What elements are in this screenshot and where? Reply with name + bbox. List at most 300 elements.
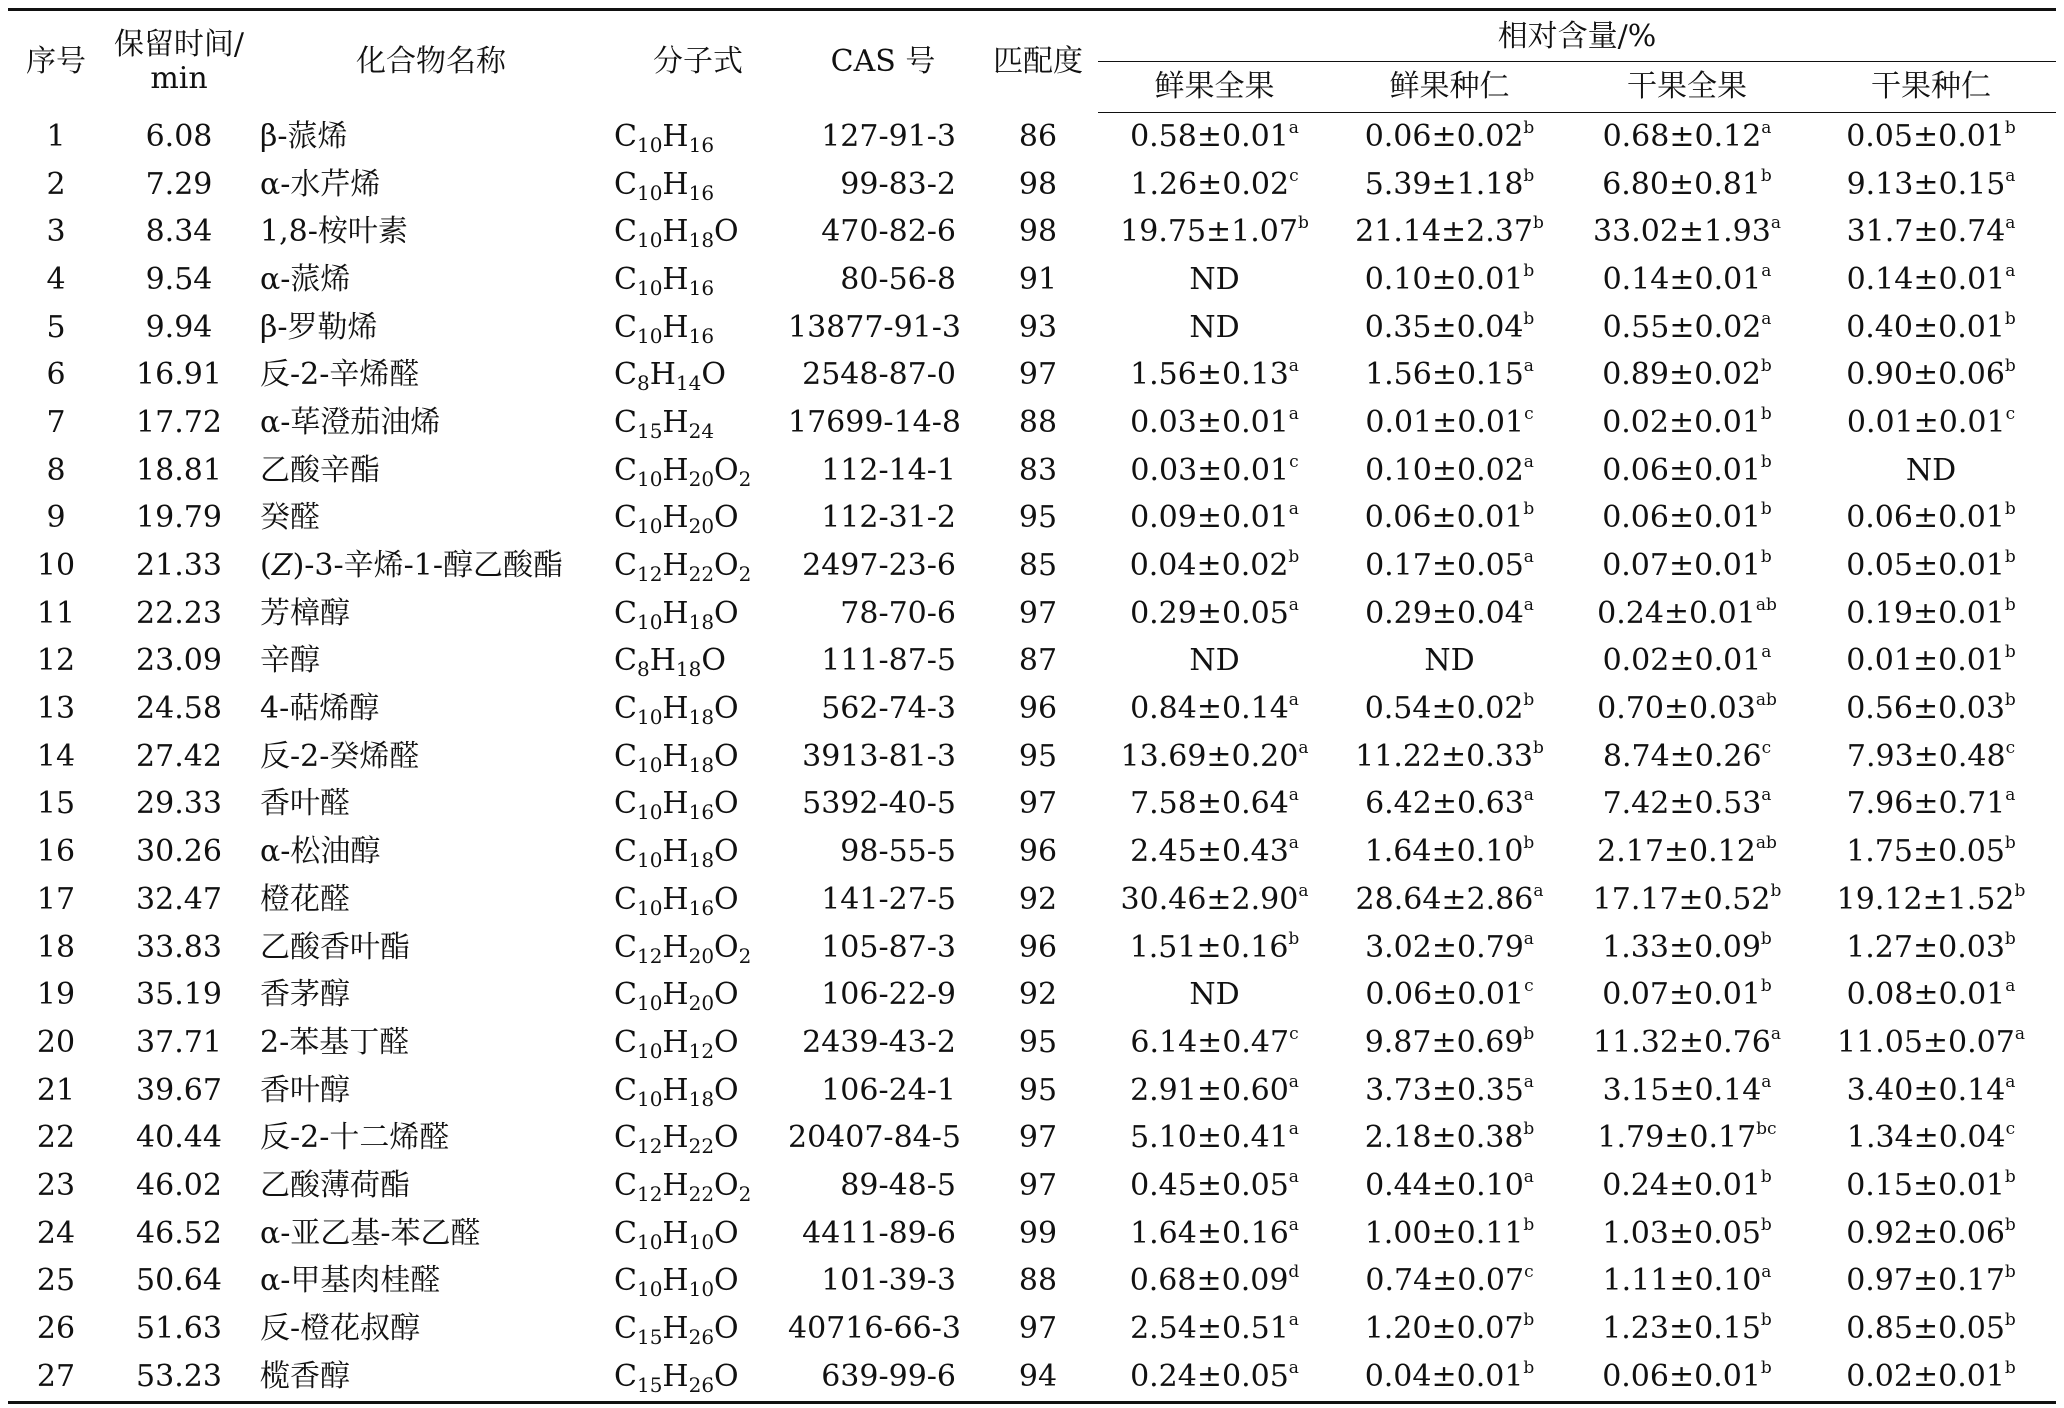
fresh-kernel-value: 1.56±0.15$^a$ (1365, 356, 1534, 393)
fresh-whole-value: 0.68±0.09$^d$ (1129, 1262, 1300, 1299)
row-number: 24 (36, 1215, 76, 1251)
row-number: 18 (36, 929, 76, 965)
dry-whole-value: 7.42±0.53$^a$ (1602, 785, 1772, 822)
retention-time: 46.52 (136, 1215, 222, 1251)
dry-kernel-value: 0.02±0.01$^b$ (1806, 1353, 2056, 1402)
dry-kernel-value: 0.01±0.01$^b$ (1846, 642, 2016, 679)
table-row (8, 161, 2056, 209)
row-number: 6 (46, 357, 66, 393)
cas-number: 2497-23-6 (802, 548, 956, 584)
dry-whole-value: 0.68±0.12$^a$ (1602, 117, 1772, 154)
match-degree: 95 (1018, 738, 1058, 774)
table-row (8, 685, 2056, 733)
fresh-whole-value: 2.91±0.60$^a$ (1130, 1071, 1299, 1108)
retention-time: 27.42 (136, 738, 222, 774)
retention-time: 19.79 (136, 500, 222, 536)
compound-name: 反-2-癸烯醛 (260, 738, 420, 774)
molecular-formula: $C_{12}H_{22}O_2$ (614, 548, 752, 587)
dry-kernel-value: 0.06±0.01$^b$ (1846, 499, 2016, 536)
dry-whole-value: 0.55±0.02$^a$ (1602, 308, 1772, 345)
compound-name: 反-2-十二烯醛 (260, 1120, 450, 1156)
fresh-kernel-value: 0.06±0.01$^c$ (1365, 976, 1534, 1013)
retention-time: 9.54 (145, 261, 213, 297)
fresh-whole-value: 0.09±0.01$^a$ (1130, 499, 1299, 536)
retention-time: 22.23 (136, 595, 222, 631)
compound-name: 香茅醇 (260, 977, 350, 1013)
table-row (8, 1019, 2056, 1067)
row-number: 11 (36, 595, 76, 631)
dry-kernel-value: 1.34±0.04$^c$ (1846, 1119, 2016, 1156)
match-degree: 87 (1018, 643, 1058, 679)
dry-whole-value: 8.74±0.26$^c$ (1602, 737, 1772, 774)
retention-time: 39.67 (136, 1072, 222, 1108)
dry-whole-value: 0.24±0.01$^b$ (1602, 1166, 1772, 1203)
cas-number: 17699-14-8 (788, 404, 961, 440)
dry-whole-value: 1.11±0.10$^a$ (1602, 1262, 1772, 1299)
cas-number: 639-99-6 (788, 1353, 978, 1402)
fresh-kernel-value: 1.64±0.10$^b$ (1364, 833, 1535, 870)
compound-name: 榄香醇 (254, 1353, 608, 1402)
compound-name: 1,8-桉叶素 (260, 214, 408, 250)
cas-number: 111-87-5 (821, 643, 956, 679)
match-degree: 98 (1018, 166, 1058, 202)
dry-kernel-value: 7.93±0.48$^c$ (1846, 737, 2016, 774)
dry-kernel-value: 0.05±0.01$^b$ (1846, 117, 2016, 154)
row-number: 1 (46, 118, 66, 154)
compound-name: α-甲基肉桂醛 (260, 1263, 441, 1299)
fresh-kernel-value: ND (1424, 643, 1475, 679)
row-number: 27 (8, 1353, 104, 1402)
dry-kernel-value: ND (1905, 452, 1957, 488)
compound-name: 辛醇 (260, 643, 320, 679)
table-row (8, 399, 2056, 447)
table-row (8, 1305, 2056, 1353)
fresh-whole-value: 0.24±0.05$^a$ (1098, 1353, 1331, 1402)
dry-kernel-value: 7.96±0.71$^a$ (1846, 785, 2016, 822)
compound-name: 癸醛 (260, 500, 320, 536)
fresh-kernel-value: 0.54±0.02$^b$ (1364, 690, 1535, 727)
molecular-formula: $C_{10}H_{16}$ (614, 261, 715, 300)
header-cas: CAS 号 (788, 10, 978, 113)
compound-table (8, 8, 2056, 1404)
fresh-kernel-value: 21.14±2.37$^b$ (1355, 213, 1544, 250)
table-row (8, 781, 2056, 829)
table-row (8, 208, 2056, 256)
header-retention-time (104, 10, 254, 113)
fresh-kernel-value: 11.22±0.33$^b$ (1355, 737, 1544, 774)
molecular-formula: $C_{12}H_{22}O_2$ (614, 1167, 752, 1206)
cas-number: 20407-84-5 (788, 1120, 961, 1156)
retention-time: 32.47 (136, 881, 222, 917)
row-number: 9 (46, 500, 66, 536)
dry-kernel-value: 1.27±0.03$^b$ (1846, 928, 2016, 965)
match-degree: 97 (1018, 357, 1058, 393)
row-number: 5 (46, 309, 66, 345)
table-row (8, 351, 2056, 399)
row-number: 10 (36, 548, 76, 584)
header-dry-kernel: 干果种仁 (1806, 62, 2056, 113)
molecular-formula: $C_{10}H_{18}O$ (614, 214, 739, 253)
cas-number: 106-24-1 (821, 1072, 956, 1108)
compound-name: (Z)-3-辛烯-1-醇乙酸酯 (260, 548, 564, 584)
fresh-kernel-value: 0.06±0.01$^b$ (1364, 499, 1535, 536)
match-degree: 97 (1018, 1167, 1058, 1203)
fresh-whole-value: 0.03±0.01$^a$ (1130, 403, 1299, 440)
retention-time: 6.08 (145, 118, 213, 154)
fresh-kernel-value: 3.02±0.79$^a$ (1365, 928, 1534, 965)
compound-name: 4-萜烯醇 (260, 691, 380, 727)
table-row (8, 495, 2056, 543)
fresh-whole-value: 1.64±0.16$^a$ (1130, 1214, 1299, 1251)
molecular-formula: $C_{10}H_{18}O$ (614, 595, 739, 634)
dry-whole-value: 0.24±0.01$^{ab}$ (1597, 594, 1777, 631)
dry-whole-value: 0.06±0.01$^b$ (1568, 1353, 1806, 1402)
retention-time: 18.81 (136, 452, 222, 488)
header-dry-whole: 干果全果 (1568, 62, 1806, 113)
cas-number: 105-87-3 (821, 929, 956, 965)
retention-time: 37.71 (136, 1024, 222, 1060)
fresh-kernel-value: 2.18±0.38$^b$ (1364, 1119, 1535, 1156)
table-body (8, 113, 2056, 1403)
molecular-formula: $C_{10}H_{20}O_2$ (614, 452, 752, 491)
molecular-formula: $C_{10}H_{16}$ (614, 166, 715, 205)
molecular-formula: $C_{10}H_{18}O$ (614, 691, 739, 730)
fresh-whole-value: ND (1189, 261, 1240, 297)
dry-whole-value: 2.17±0.12$^{ab}$ (1597, 833, 1777, 870)
cas-number: 101-39-3 (821, 1263, 956, 1299)
match-degree: 88 (1018, 404, 1058, 440)
match-degree: 95 (1018, 1072, 1058, 1108)
dry-whole-value: 0.14±0.01$^a$ (1602, 260, 1772, 297)
fresh-whole-value: 30.46±2.90$^a$ (1120, 880, 1309, 917)
table-row (8, 304, 2056, 352)
table-row (8, 1067, 2056, 1115)
table-row (8, 1258, 2056, 1306)
table-row (8, 828, 2056, 876)
dry-kernel-value: 0.92±0.06$^b$ (1846, 1214, 2016, 1251)
fresh-whole-value: ND (1189, 643, 1240, 679)
retention-time: 7.29 (145, 166, 213, 202)
compound-name: 橙花醛 (260, 881, 350, 917)
cas-number: 470-82-6 (821, 214, 956, 250)
fresh-kernel-value: 0.74±0.07$^c$ (1365, 1262, 1534, 1299)
compound-name: α-松油醇 (260, 834, 381, 870)
match-degree: 97 (1018, 786, 1058, 822)
match-degree: 98 (1018, 214, 1058, 250)
dry-whole-value: 0.89±0.02$^b$ (1602, 356, 1772, 393)
compound-name: 乙酸辛酯 (260, 452, 380, 488)
retention-time: 23.09 (136, 643, 222, 679)
cas-number: 78-70-6 (840, 595, 956, 631)
row-number: 23 (36, 1167, 76, 1203)
match-degree: 85 (1018, 548, 1058, 584)
cas-number: 2439-43-2 (802, 1024, 956, 1060)
dry-whole-value: 0.70±0.03$^{ab}$ (1597, 690, 1777, 727)
fresh-kernel-value: 6.42±0.63$^a$ (1365, 785, 1534, 822)
fresh-whole-value: 0.04±0.02$^b$ (1129, 547, 1300, 584)
dry-whole-value: 0.02±0.01$^b$ (1602, 403, 1772, 440)
fresh-whole-value: 13.69±0.20$^a$ (1120, 737, 1309, 774)
row-number: 22 (36, 1120, 76, 1156)
table-row (8, 733, 2056, 781)
molecular-formula: $C_{15}H_{24}$ (614, 404, 715, 443)
cas-number: 141-27-5 (821, 881, 956, 917)
match-degree: 95 (1018, 500, 1058, 536)
dry-kernel-value: 1.75±0.05$^b$ (1846, 833, 2016, 870)
dry-whole-value: 1.33±0.09$^b$ (1602, 928, 1772, 965)
molecular-formula: $C_8H_{18}O$ (614, 643, 726, 682)
retention-time: 29.33 (136, 786, 222, 822)
dry-kernel-value: 11.05±0.07$^a$ (1837, 1023, 2025, 1060)
compound-name: 香叶醛 (260, 786, 350, 822)
fresh-kernel-value: 1.00±0.11$^b$ (1364, 1214, 1535, 1251)
molecular-formula: $C_{10}H_{18}O$ (614, 738, 739, 777)
retention-time: 21.33 (136, 548, 222, 584)
row-number: 20 (36, 1024, 76, 1060)
fresh-kernel-value: 9.87±0.69$^b$ (1364, 1023, 1535, 1060)
retention-time: 17.72 (136, 404, 222, 440)
molecular-formula: $C_{12}H_{22}O$ (614, 1120, 739, 1159)
molecular-formula: $C_{12}H_{20}O_2$ (614, 929, 752, 968)
compound-name: α-水芹烯 (260, 166, 381, 202)
retention-time: 9.94 (145, 309, 213, 345)
dry-kernel-value: 31.7±0.74$^a$ (1846, 213, 2016, 250)
retention-time: 30.26 (136, 834, 222, 870)
row-number: 7 (46, 404, 66, 440)
table-row (8, 590, 2056, 638)
cas-number: 2548-87-0 (802, 357, 956, 393)
row-number: 17 (36, 881, 76, 917)
molecular-formula: $C_{10}H_{20}O$ (614, 500, 739, 539)
dry-whole-value: 17.17±0.52$^b$ (1592, 880, 1782, 917)
cas-number: 106-22-9 (821, 977, 956, 1013)
fresh-kernel-value: 0.06±0.02$^b$ (1364, 117, 1535, 154)
row-number: 12 (36, 643, 76, 679)
fresh-whole-value: 7.58±0.64$^a$ (1130, 785, 1299, 822)
table-row (8, 1162, 2056, 1210)
cas-number: 5392-40-5 (802, 786, 956, 822)
fresh-whole-value: 1.26±0.02$^c$ (1130, 165, 1299, 202)
fresh-kernel-value: 0.17±0.05$^a$ (1365, 547, 1534, 584)
dry-kernel-value: 0.15±0.01$^b$ (1846, 1166, 2016, 1203)
row-number: 26 (36, 1311, 76, 1347)
retention-time: 35.19 (136, 977, 222, 1013)
fresh-kernel-value: 0.04±0.01$^b$ (1331, 1353, 1568, 1402)
table-row (8, 1210, 2056, 1258)
retention-time: 40.44 (136, 1120, 222, 1156)
cas-number: 98-55-5 (840, 834, 956, 870)
cas-number: 40716-66-3 (788, 1311, 961, 1347)
match-degree: 88 (1018, 1263, 1058, 1299)
fresh-kernel-value: 0.29±0.04$^a$ (1365, 594, 1534, 631)
match-degree: 92 (1018, 881, 1058, 917)
row-number: 19 (36, 977, 76, 1013)
molecular-formula: $C_{10}H_{20}O$ (614, 977, 739, 1016)
header-formula: 分子式 (608, 10, 788, 113)
dry-kernel-value: 0.19±0.01$^b$ (1846, 594, 2016, 631)
fresh-kernel-value: 0.01±0.01$^c$ (1365, 403, 1534, 440)
table-row (8, 876, 2056, 924)
dry-whole-value: 1.23±0.15$^b$ (1602, 1310, 1772, 1347)
header-rt-line1: 保留时间/ (113, 26, 245, 62)
retention-time: 51.63 (136, 1311, 222, 1347)
match-degree: 97 (1018, 1120, 1058, 1156)
compound-name: 乙酸薄荷酯 (260, 1167, 410, 1203)
compound-name: β-罗勒烯 (260, 309, 378, 345)
compound-name: 芳樟醇 (260, 595, 350, 631)
fresh-whole-value: 1.56±0.13$^a$ (1130, 356, 1299, 393)
dry-kernel-value: 0.14±0.01$^a$ (1846, 260, 2016, 297)
match-degree: 96 (1018, 691, 1058, 727)
cas-number: 13877-91-3 (788, 309, 961, 345)
dry-kernel-value: 0.01±0.01$^c$ (1846, 403, 2016, 440)
header-no: 序号 (8, 10, 104, 113)
molecular-formula: $C_8H_{14}O$ (614, 357, 726, 396)
header-match: 匹配度 (978, 10, 1098, 113)
fresh-whole-value: 2.54±0.51$^a$ (1130, 1310, 1299, 1347)
match-degree: 96 (1018, 834, 1058, 870)
fresh-whole-value: 0.29±0.05$^a$ (1130, 594, 1299, 631)
compound-name: 2-苯基丁醛 (260, 1024, 410, 1060)
table-row (8, 113, 2056, 161)
molecular-formula: $C_{15}H_{26}O$ (608, 1353, 788, 1402)
fresh-whole-value: 19.75±1.07$^b$ (1120, 213, 1309, 250)
dry-whole-value: 0.02±0.01$^a$ (1602, 642, 1772, 679)
fresh-kernel-value: 0.10±0.01$^b$ (1364, 260, 1535, 297)
dry-kernel-value: 9.13±0.15$^a$ (1846, 165, 2016, 202)
match-degree: 95 (1018, 1024, 1058, 1060)
molecular-formula: $C_{10}H_{12}O$ (614, 1024, 739, 1063)
fresh-kernel-value: 28.64±2.86$^a$ (1355, 880, 1544, 917)
match-degree: 99 (1018, 1215, 1058, 1251)
row-number: 25 (36, 1263, 76, 1299)
header-relative-content: 相对含量/% (1098, 10, 2056, 62)
dry-whole-value: 33.02±1.93$^a$ (1593, 213, 1781, 250)
molecular-formula: $C_{10}H_{16}O$ (614, 881, 739, 920)
match-degree: 94 (978, 1353, 1098, 1402)
molecular-formula: $C_{10}H_{18}O$ (614, 834, 739, 873)
cas-number: 562-74-3 (821, 691, 956, 727)
cas-number: 99-83-2 (840, 166, 956, 202)
compound-name: 反-橙花叔醇 (260, 1311, 421, 1347)
retention-time: 46.02 (136, 1167, 222, 1203)
match-degree: 97 (1018, 1311, 1058, 1347)
cas-number: 112-31-2 (821, 500, 956, 536)
match-degree: 91 (1018, 261, 1058, 297)
fresh-kernel-value: 3.73±0.35$^a$ (1365, 1071, 1534, 1108)
fresh-whole-value: 1.51±0.16$^b$ (1129, 928, 1300, 965)
dry-whole-value: 6.80±0.81$^b$ (1602, 165, 1772, 202)
retention-time: 53.23 (104, 1353, 254, 1402)
molecular-formula: $C_{10}H_{16}$ (614, 309, 715, 348)
cas-number: 80-56-8 (840, 261, 956, 297)
row-number: 2 (46, 166, 66, 202)
compound-name: β-蒎烯 (260, 118, 348, 154)
row-number: 15 (36, 786, 76, 822)
dry-whole-value: 0.07±0.01$^b$ (1602, 547, 1772, 584)
dry-kernel-value: 0.85±0.05$^b$ (1846, 1310, 2016, 1347)
table-row (8, 447, 2056, 495)
compound-name: 反-2-辛烯醛 (260, 357, 420, 393)
cas-number: 127-91-3 (821, 118, 956, 154)
retention-time: 50.64 (136, 1263, 222, 1299)
retention-time: 8.34 (145, 214, 213, 250)
table-row (8, 542, 2056, 590)
cas-number: 4411-89-6 (802, 1215, 956, 1251)
fresh-whole-value: 6.14±0.47$^c$ (1130, 1023, 1299, 1060)
dry-kernel-value: 0.97±0.17$^b$ (1846, 1262, 2016, 1299)
dry-whole-value: 1.03±0.05$^b$ (1602, 1214, 1772, 1251)
fresh-kernel-value: 0.10±0.02$^a$ (1365, 451, 1534, 488)
table-row (8, 638, 2056, 686)
row-number: 14 (36, 738, 76, 774)
dry-whole-value: 3.15±0.14$^a$ (1602, 1071, 1772, 1108)
cas-number: 112-14-1 (821, 452, 956, 488)
compound-name: α-蒎烯 (260, 261, 351, 297)
compound-name: α-荜澄茄油烯 (260, 404, 441, 440)
row-number: 16 (36, 834, 76, 870)
header-fresh-kernel: 鲜果种仁 (1331, 62, 1568, 113)
row-number: 3 (46, 214, 66, 250)
match-degree: 92 (1018, 977, 1058, 1013)
cas-number: 89-48-5 (840, 1167, 956, 1203)
compound-name: 香叶醇 (260, 1072, 350, 1108)
table-row (8, 971, 2056, 1019)
fresh-whole-value: 0.84±0.14$^a$ (1130, 690, 1299, 727)
fresh-kernel-value: 5.39±1.18$^b$ (1364, 165, 1535, 202)
row-number: 13 (36, 691, 76, 727)
dry-whole-value: 0.06±0.01$^b$ (1602, 499, 1772, 536)
dry-kernel-value: 0.05±0.01$^b$ (1846, 547, 2016, 584)
match-degree: 97 (1018, 595, 1058, 631)
match-degree: 83 (1018, 452, 1058, 488)
match-degree: 93 (1018, 309, 1058, 345)
dry-kernel-value: 0.40±0.01$^b$ (1846, 308, 2016, 345)
fresh-whole-value: ND (1189, 977, 1240, 1013)
retention-time: 33.83 (136, 929, 222, 965)
fresh-kernel-value: 0.35±0.04$^b$ (1364, 308, 1535, 345)
fresh-whole-value: 0.45±0.05$^a$ (1130, 1166, 1299, 1203)
match-degree: 86 (1018, 118, 1058, 154)
fresh-whole-value: 0.03±0.01$^c$ (1130, 451, 1299, 488)
row-number: 4 (46, 261, 66, 297)
molecular-formula: $C_{10}H_{18}O$ (614, 1072, 739, 1111)
fresh-kernel-value: 0.44±0.10$^a$ (1365, 1166, 1534, 1203)
header-fresh-whole: 鲜果全果 (1098, 62, 1331, 113)
dry-whole-value: 1.79±0.17$^{bc}$ (1597, 1119, 1777, 1156)
retention-time: 16.91 (136, 357, 222, 393)
molecular-formula: $C_{10}H_{16}$ (614, 118, 715, 157)
dry-kernel-value: 3.40±0.14$^a$ (1846, 1071, 2016, 1108)
fresh-whole-value: 2.45±0.43$^a$ (1130, 833, 1299, 870)
table-row (8, 256, 2056, 304)
table-row (8, 1114, 2056, 1162)
fresh-whole-value: ND (1189, 309, 1240, 345)
retention-time: 24.58 (136, 691, 222, 727)
molecular-formula: $C_{15}H_{26}O$ (614, 1311, 739, 1350)
fresh-whole-value: 5.10±0.41$^a$ (1130, 1119, 1299, 1156)
fresh-whole-value: 0.58±0.01$^a$ (1130, 117, 1299, 154)
header-name: 化合物名称 (254, 10, 608, 113)
dry-whole-value: 0.06±0.01$^b$ (1602, 451, 1772, 488)
dry-whole-value: 11.32±0.76$^a$ (1593, 1023, 1781, 1060)
dry-kernel-value: 0.90±0.06$^b$ (1846, 356, 2016, 393)
table-row (8, 1353, 2056, 1402)
dry-kernel-value: 19.12±1.52$^b$ (1836, 880, 2026, 917)
dry-kernel-value: 0.56±0.03$^b$ (1846, 690, 2016, 727)
molecular-formula: $C_{10}H_{10}O$ (614, 1215, 739, 1254)
row-number: 21 (36, 1072, 76, 1108)
